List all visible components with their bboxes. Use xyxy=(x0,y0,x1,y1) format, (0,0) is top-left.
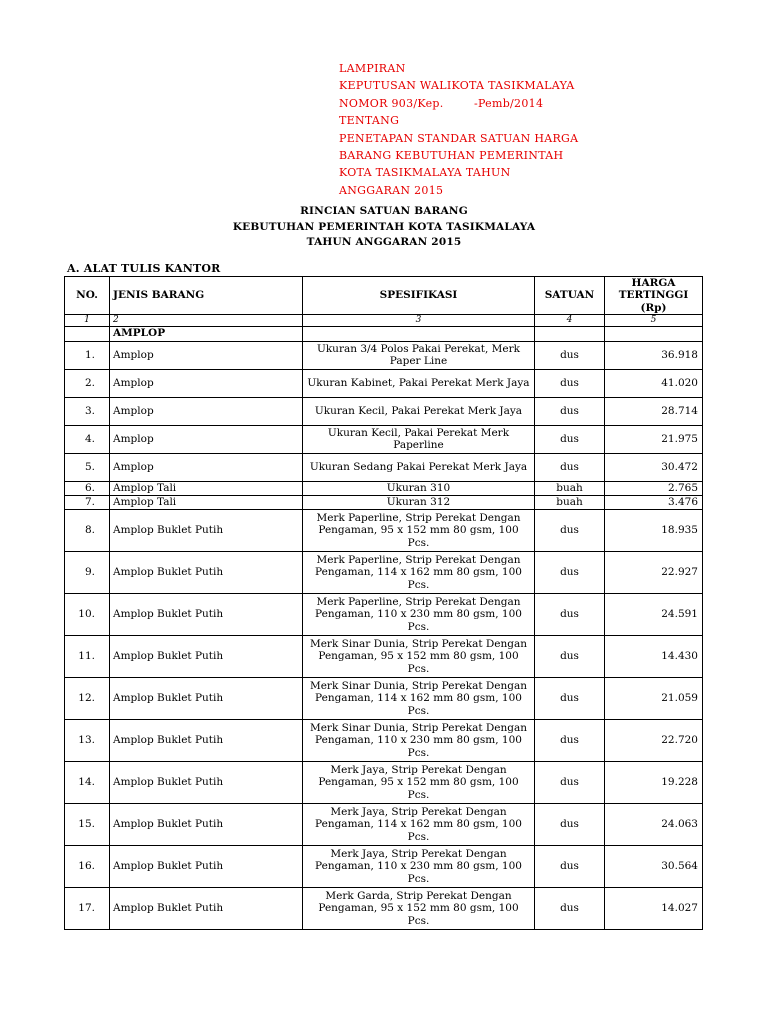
cell-no: 7. xyxy=(65,495,110,509)
cell-jenis-barang: Amplop xyxy=(110,397,303,425)
cell-harga: 19.228 xyxy=(605,761,703,803)
cell-harga: 30.564 xyxy=(605,845,703,887)
cell-spesifikasi: Merk Jaya, Strip Perekat Dengan Pengaman, 95 x 152 mm 80 gsm, 100 Pcs. xyxy=(303,761,535,803)
cell-harga: 28.714 xyxy=(605,397,703,425)
cell-satuan: dus xyxy=(535,593,605,635)
header-jenis: JENIS BARANG xyxy=(110,277,303,315)
cell-satuan: dus xyxy=(535,551,605,593)
cell-no: 9. xyxy=(65,551,110,593)
table-body xyxy=(65,277,703,930)
cell-jenis-barang: Amplop Buklet Putih xyxy=(110,593,303,635)
cell-harga: 24.063 xyxy=(605,803,703,845)
title-line: RINCIAN SATUAN BARANG xyxy=(300,205,468,217)
document-title xyxy=(0,204,768,251)
lampiran-line: ANGGARAN 2015 xyxy=(339,183,444,197)
cell-jenis-barang: Amplop Buklet Putih xyxy=(110,677,303,719)
lampiran-line: KOTA TASIKMALAYA TAHUN xyxy=(339,166,511,180)
cell-harga: 18.935 xyxy=(605,509,703,551)
lampiran-line: KEPUTUSAN WALIKOTA TASIKMALAYA xyxy=(339,79,575,93)
cell-no: 15. xyxy=(65,803,110,845)
cell-satuan: dus xyxy=(535,509,605,551)
cell-jenis-barang: Amplop xyxy=(110,453,303,481)
cell-harga: 24.591 xyxy=(605,593,703,635)
table-row xyxy=(65,453,703,481)
cell-harga: 30.472 xyxy=(605,453,703,481)
cell-no: 4. xyxy=(65,425,110,453)
title-line: KEBUTUHAN PEMERINTAH KOTA TASIKMALAYA xyxy=(232,220,536,233)
cell-satuan: dus xyxy=(535,397,605,425)
group-spec xyxy=(303,326,535,341)
cell-spesifikasi: Merk Paperline, Strip Perekat Dengan Pengaman, 114 x 162 mm 80 gsm, 100 Pcs. xyxy=(303,551,535,593)
cell-no: 10. xyxy=(65,593,110,635)
cell-jenis-barang: Amplop Buklet Putih xyxy=(110,887,303,929)
cell-harga: 21.059 xyxy=(605,677,703,719)
cell-no: 5. xyxy=(65,453,110,481)
table-row xyxy=(65,495,703,509)
cell-satuan: dus xyxy=(535,719,605,761)
header-harga: HARGA TERTINGGI (Rp) xyxy=(605,277,703,315)
lampiran-line: NOMOR 903/Kep. -Pemb/2014 xyxy=(339,96,544,110)
cell-harga: 22.927 xyxy=(605,551,703,593)
cell-jenis-barang: Amplop Tali xyxy=(110,481,303,495)
table-row xyxy=(65,369,703,397)
title-line: TAHUN ANGGARAN 2015 xyxy=(306,236,462,248)
table-row xyxy=(65,887,703,929)
cell-satuan: buah xyxy=(535,495,605,509)
cell-spesifikasi: Ukuran Kecil, Pakai Perekat Merk Jaya xyxy=(303,397,535,425)
group-row xyxy=(65,326,703,341)
cell-satuan: dus xyxy=(535,453,605,481)
cell-spesifikasi: Ukuran Sedang Pakai Perekat Merk Jaya xyxy=(303,453,535,481)
group-harga xyxy=(605,326,703,341)
cell-satuan: dus xyxy=(535,677,605,719)
cell-satuan: dus xyxy=(535,425,605,453)
table-row xyxy=(65,803,703,845)
table-row xyxy=(65,509,703,551)
cell-jenis-barang: Amplop Buklet Putih xyxy=(110,509,303,551)
header-no: NO. xyxy=(65,277,110,315)
table-row xyxy=(65,635,703,677)
cell-spesifikasi: Ukuran 310 xyxy=(303,481,535,495)
table-row xyxy=(65,677,703,719)
cell-no: 13. xyxy=(65,719,110,761)
cell-no: 14. xyxy=(65,761,110,803)
cell-spesifikasi: Merk Paperline, Strip Perekat Dengan Pengaman, 95 x 152 mm 80 gsm, 100 Pcs. xyxy=(303,509,535,551)
cell-spesifikasi: Ukuran 3/4 Polos Pakai Perekat, Merk Paper Line xyxy=(303,341,535,369)
cell-harga: 3.476 xyxy=(605,495,703,509)
cell-satuan: dus xyxy=(535,887,605,929)
cell-no: 2. xyxy=(65,369,110,397)
column-index: 1 xyxy=(65,314,110,326)
cell-jenis-barang: Amplop Buklet Putih xyxy=(110,845,303,887)
cell-spesifikasi: Merk Sinar Dunia, Strip Perekat Dengan Pengaman, 95 x 152 mm 80 gsm, 100 Pcs. xyxy=(303,635,535,677)
header-satuan: SATUAN xyxy=(535,277,605,315)
table-row xyxy=(65,845,703,887)
cell-satuan: dus xyxy=(535,761,605,803)
cell-jenis-barang: Amplop Buklet Putih xyxy=(110,719,303,761)
cell-satuan: buah xyxy=(535,481,605,495)
lampiran-line: BARANG KEBUTUHAN PEMERINTAH xyxy=(339,149,564,163)
column-index: 5 xyxy=(605,314,703,326)
lampiran-line: TENTANG xyxy=(339,114,400,128)
cell-no: 3. xyxy=(65,397,110,425)
cell-jenis-barang: Amplop Buklet Putih xyxy=(110,761,303,803)
cell-jenis-barang: Amplop xyxy=(110,425,303,453)
cell-jenis-barang: Amplop Buklet Putih xyxy=(110,803,303,845)
cell-spesifikasi: Merk Jaya, Strip Perekat Dengan Pengaman, 114 x 162 mm 80 gsm, 100 Pcs. xyxy=(303,803,535,845)
table-row xyxy=(65,341,703,369)
cell-no: 8. xyxy=(65,509,110,551)
cell-satuan: dus xyxy=(535,341,605,369)
column-index: 2 xyxy=(110,314,303,326)
cell-satuan: dus xyxy=(535,635,605,677)
table-row xyxy=(65,593,703,635)
table-row xyxy=(65,397,703,425)
lampiran-line: PENETAPAN STANDAR SATUAN HARGA xyxy=(339,131,579,145)
cell-no: 1. xyxy=(65,341,110,369)
column-index-row xyxy=(65,314,703,326)
cell-harga: 21.975 xyxy=(605,425,703,453)
cell-spesifikasi: Merk Garda, Strip Perekat Dengan Pengaman, 95 x 152 mm 80 gsm, 100 Pcs. xyxy=(303,887,535,929)
cell-no: 11. xyxy=(65,635,110,677)
cell-satuan: dus xyxy=(535,369,605,397)
cell-satuan: dus xyxy=(535,845,605,887)
table-row xyxy=(65,481,703,495)
cell-no: 6. xyxy=(65,481,110,495)
cell-harga: 41.020 xyxy=(605,369,703,397)
lampiran-block xyxy=(339,60,578,199)
column-index: 3 xyxy=(303,314,535,326)
table-row xyxy=(65,425,703,453)
cell-jenis-barang: Amplop Tali xyxy=(110,495,303,509)
cell-spesifikasi: Ukuran Kecil, Pakai Perekat Merk Paperline xyxy=(303,425,535,453)
cell-no: 17. xyxy=(65,887,110,929)
cell-no: 16. xyxy=(65,845,110,887)
cell-spesifikasi: Ukuran 312 xyxy=(303,495,535,509)
column-index: 4 xyxy=(535,314,605,326)
price-table xyxy=(64,276,703,930)
group-no xyxy=(65,326,110,341)
cell-spesifikasi: Merk Jaya, Strip Perekat Dengan Pengaman, 110 x 230 mm 80 gsm, 100 Pcs. xyxy=(303,845,535,887)
cell-jenis-barang: Amplop Buklet Putih xyxy=(110,635,303,677)
table-row xyxy=(65,761,703,803)
cell-jenis-barang: Amplop xyxy=(110,369,303,397)
cell-jenis-barang: Amplop Buklet Putih xyxy=(110,551,303,593)
table-row xyxy=(65,719,703,761)
group-label: AMPLOP xyxy=(110,326,303,341)
cell-spesifikasi: Merk Paperline, Strip Perekat Dengan Pengaman, 110 x 230 mm 80 gsm, 100 Pcs. xyxy=(303,593,535,635)
cell-spesifikasi: Merk Sinar Dunia, Strip Perekat Dengan Pengaman, 114 x 162 mm 80 gsm, 100 Pcs. xyxy=(303,677,535,719)
table-header-row xyxy=(65,277,703,315)
cell-spesifikasi: Merk Sinar Dunia, Strip Perekat Dengan Pengaman, 110 x 230 mm 80 gsm, 100 Pcs. xyxy=(303,719,535,761)
cell-jenis-barang: Amplop xyxy=(110,341,303,369)
cell-satuan: dus xyxy=(535,803,605,845)
cell-harga: 14.430 xyxy=(605,635,703,677)
cell-harga: 14.027 xyxy=(605,887,703,929)
header-spesifikasi: SPESIFIKASI xyxy=(303,277,535,315)
table-row xyxy=(65,551,703,593)
cell-harga: 36.918 xyxy=(605,341,703,369)
section-title: A. ALAT TULIS KANTOR xyxy=(67,262,221,275)
cell-harga: 2.765 xyxy=(605,481,703,495)
cell-no: 12. xyxy=(65,677,110,719)
cell-spesifikasi: Ukuran Kabinet, Pakai Perekat Merk Jaya xyxy=(303,369,535,397)
cell-harga: 22.720 xyxy=(605,719,703,761)
group-satuan xyxy=(535,326,605,341)
lampiran-line: LAMPIRAN xyxy=(339,62,406,75)
